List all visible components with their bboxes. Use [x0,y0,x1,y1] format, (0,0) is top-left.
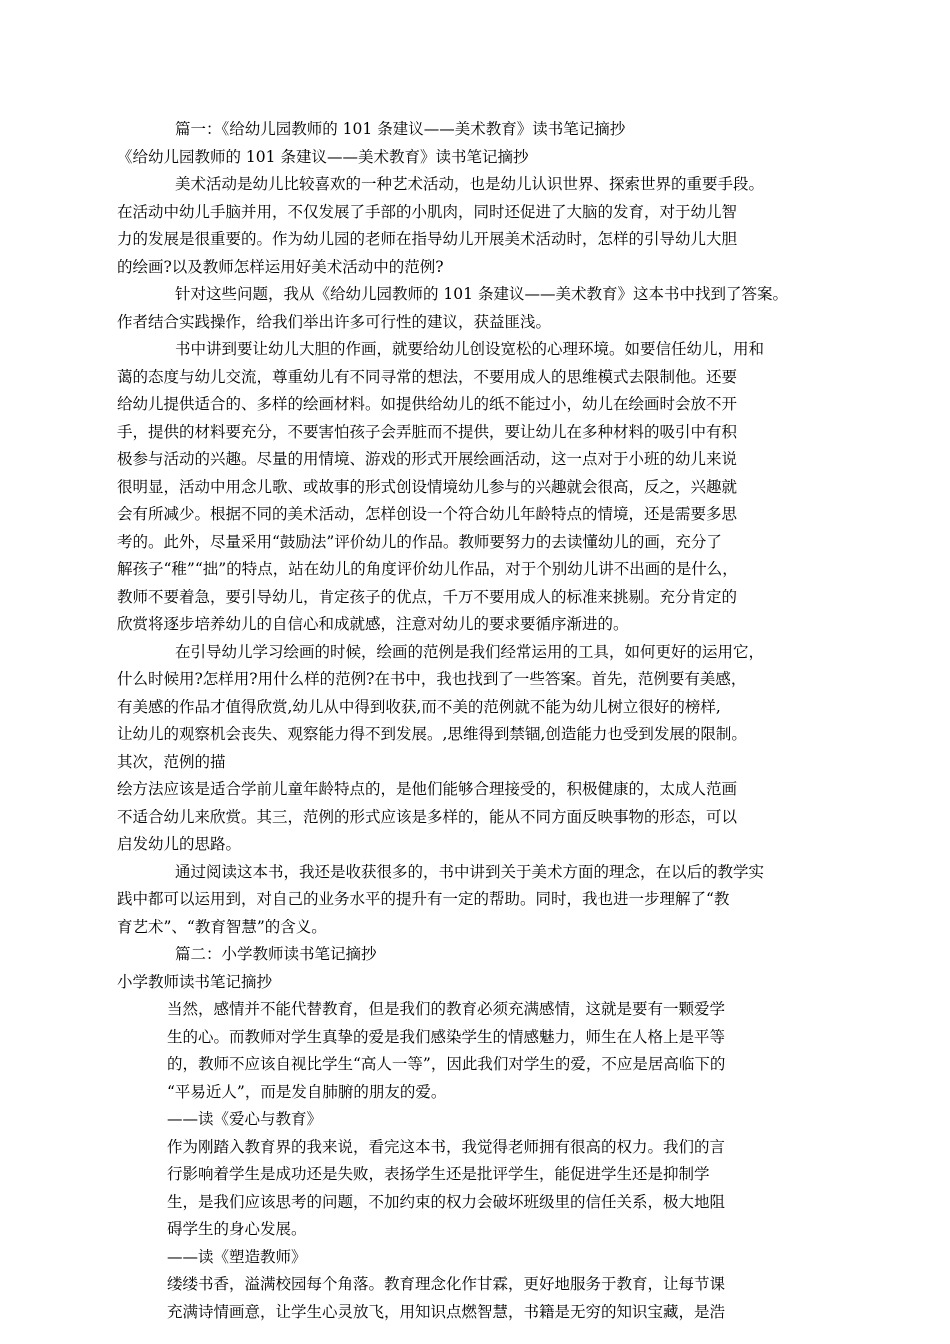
paragraph-line: “平易近人”，而是发自肺腑的朋友的爱。 [167,1082,447,1101]
paragraph-line: 行影响着学生是成功还是失败，表扬学生还是批评学生，能促进学生还是抑制学 [167,1165,710,1183]
paragraph-line: 通过阅读这本书，我还是收获很多的，书中讲到关于美术方面的理念，在以后的教学实 [175,862,765,881]
paragraph-line: 什么时候用?怎样用?用什么样的范例?在书中，我也找到了一些答案。首先，范例要有美感， [117,670,747,688]
paragraph-line: 的，教师不应该自视比学生“高人一等”，因此我们对学生的爱，不应是居高临下的 [167,1055,726,1073]
paragraph-line: 力的发展是很重要的。作为幼儿园的老师在指导幼儿开展美术活动时，怎样的引导幼儿大胆 [117,230,738,248]
paragraph-line: 手，提供的材料要充分，不要害怕孩子会弄脏而不提供，要让幼儿在多种材料的吸引中有积 [117,422,738,441]
paragraph-line: 育艺术”、“教育智慧”的含义。 [117,917,327,936]
book-citation: ——读《塑造教师》 [167,1247,307,1266]
article1-heading: 篇一：《给幼儿园教师的 101 条建议——美术教育》读书笔记摘抄 [175,120,626,138]
paragraph-line: 教师不要着急，要引导幼儿，肯定孩子的优点，千万不要用成人的标准来挑剔。充分肯定的 [117,587,738,606]
paragraph-line: 美术活动是幼儿比较喜欢的一种艺术活动，也是幼儿认识世界、探索世界的重要手段。 [175,175,765,193]
paragraph-line: 解孩子“稚”“拙”的特点，站在幼儿的角度评价幼儿作品，对于个别幼儿讲不出画的是什么， [117,560,738,578]
paragraph-line: 启发幼儿的思路。 [117,835,242,853]
paragraph-line: 当然，感情并不能代替教育，但是我们的教育必须充满感情，这就是要有一颗爱学 [167,1000,726,1018]
document-body [117,116,806,1326]
paragraph-line: 在活动中幼儿手脑并用，不仅发展了手部的小肌肉，同时还促进了大脑的发育，对于幼儿智 [117,202,738,221]
paragraph-line: 作为刚踏入教育界的我来说，看完这本书，我觉得老师拥有很高的权力。我们的言 [167,1137,726,1156]
book-citation: ——读《爱心与教育》 [167,1110,323,1128]
article2-title: 小学教师读书笔记摘抄 [117,972,273,991]
paragraph-line: 书中讲到要让幼儿大胆的作画，就要给幼儿创设宽松的心理环境。如要信任幼儿，用和 [175,340,765,358]
paragraph-line: 碍学生的身心发展。 [167,1220,307,1238]
paragraph-line: 蔼的态度与幼儿交流，尊重幼儿有不同寻常的想法，不要用成人的思维模式去限制他。还要 [117,367,738,386]
paragraph-line: 针对这些问题，我从《给幼儿园教师的 101 条建议——美术教育》这本书中找到了答案。 [175,285,788,303]
paragraph-line: 绘方法应该是适合学前儿童年龄特点的，是他们能够合理接受的，积极健康的，太成人范画 [117,780,738,798]
paragraph-line: 会有所减少。根据不同的美术活动，怎样创设一个符合幼儿年龄特点的情境，还是需要多思 [117,505,738,523]
article2-heading: 篇二：小学教师读书笔记摘抄 [175,945,377,963]
paragraph-line: 其次，范例的描 [117,752,226,771]
paragraph-line: 让幼儿的观察机会丧失、观察能力得不到发展。,思维得到禁锢,创造能力也受到发展的限制。 [117,725,747,743]
paragraph-line: 生，是我们应该思考的问题，不加约束的权力会破坏班级里的信任关系，极大地阻 [167,1192,726,1211]
paragraph-line: 给幼儿提供适合的、多样的绘画材料。如提供给幼儿的纸不能过小，幼儿在绘画时会放不开 [117,395,738,413]
paragraph-line: 在引导幼儿学习绘画的时候，绘画的范例是我们经常运用的工具，如何更好的运用它， [175,642,765,661]
paragraph-line: 的绘画?以及教师怎样运用好美术活动中的范例? [117,257,444,276]
paragraph-line: 充满诗情画意，让学生心灵放飞，用知识点燃智慧，书籍是无穷的知识宝藏，是浩 [167,1302,726,1321]
paragraph-line: 有美感的作品才值得欣赏,幼儿从中得到收获,而不美的范例就不能为幼儿树立很好的榜样, [117,697,721,716]
paragraph-line: 很明显，活动中用念儿歌、或故事的形式创设情境幼儿参与的兴趣就会很高，反之，兴趣就 [117,477,738,496]
article1-title: 《给幼儿园教师的 101 条建议——美术教育》读书笔记摘抄 [117,147,529,166]
paragraph-line: 考的。此外，尽量采用“鼓励法”评价幼儿的作品。教师要努力的去读懂幼儿的画，充分了 [117,532,722,551]
paragraph-line: 极参与活动的兴趣。尽量的用情境、游戏的形式开展绘画活动，这一点对于小班的幼儿来说 [117,450,738,468]
paragraph-line: 作者结合实践操作，给我们举出许多可行性的建议，获益匪浅。 [117,312,552,331]
paragraph-line: 缕缕书香，溢满校园每个角落。教育理念化作甘霖，更好地服务于教育，让每节课 [167,1275,726,1293]
paragraph-line: 不适合幼儿来欣赏。其三，范例的形式应该是多样的，能从不同方面反映事物的形态，可以 [117,807,738,826]
paragraph-line: 欣赏将逐步培养幼儿的自信心和成就感，注意对幼儿的要求要循序渐进的。 [117,615,629,633]
paragraph-line: 践中都可以运用到，对自己的业务水平的提升有一定的帮助。同时，我也进一步理解了“教 [117,890,730,908]
paragraph-line: 生的心。而教师对学生真挚的爱是我们感染学生的情感魅力，师生在人格上是平等 [167,1027,726,1046]
